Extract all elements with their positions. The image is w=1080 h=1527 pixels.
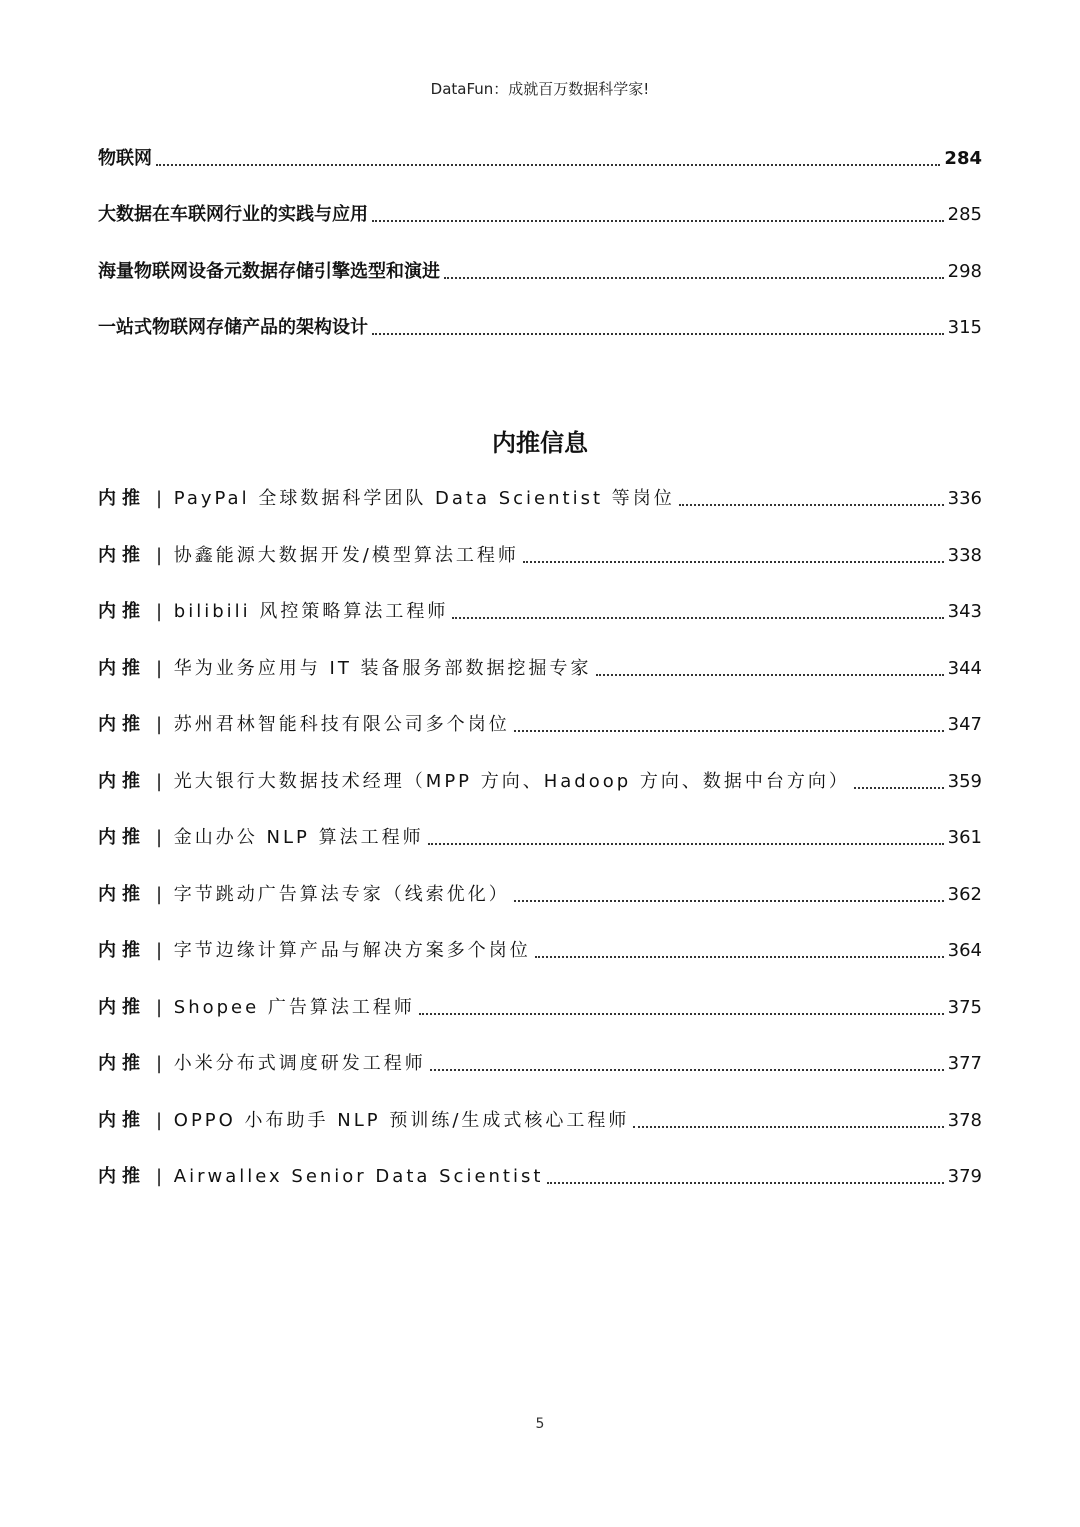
referral-title: | 协鑫能源大数据开发/模型算法工程师 — [156, 544, 519, 566]
page-number: 5 — [535, 1416, 545, 1432]
referral-prefix: 内推 — [98, 488, 146, 509]
referral-title: | OPPO 小布助手 NLP 预训练/生成式核心工程师 — [156, 1109, 630, 1131]
referral-prefix: 内推 — [98, 1053, 146, 1074]
referral-title: | 字节跳动广告算法专家（线索优化） — [156, 883, 510, 905]
referral-prefix: 内推 — [98, 770, 146, 792]
referral-prefix: 内推 — [98, 940, 146, 961]
toc-leader-dots — [679, 504, 944, 506]
referral-title: | 金山办公 NLP 算法工程师 — [156, 827, 424, 848]
referral-page: 364 — [947, 940, 982, 961]
toc-entry[interactable] — [98, 200, 982, 230]
toc-leader-dots — [430, 1069, 944, 1071]
toc-leader-dots — [523, 561, 944, 563]
referral-entry[interactable] — [98, 1162, 982, 1192]
referral-page: 344 — [947, 657, 982, 679]
referral-prefix: 内推 — [98, 1109, 146, 1131]
referral-prefix: 内推 — [98, 827, 146, 848]
referral-page: 338 — [947, 544, 982, 566]
toc-entry-page: 284 — [944, 148, 982, 169]
referral-title: | Airwallex Senior Data Scientist — [156, 1166, 544, 1187]
referral-entry[interactable] — [98, 767, 982, 797]
toc-entry-page: 298 — [947, 261, 982, 282]
referral-prefix: 内推 — [98, 996, 146, 1018]
referral-prefix: 内推 — [98, 714, 146, 735]
toc-leader-dots — [547, 1182, 943, 1184]
toc-leader-dots — [156, 164, 940, 166]
toc-entry-page: 315 — [947, 317, 982, 338]
referral-entry[interactable] — [98, 1106, 982, 1136]
referral-prefix: 内推 — [98, 544, 146, 566]
referral-prefix: 内推 — [98, 657, 146, 679]
referral-entry[interactable] — [98, 710, 982, 740]
referral-entry[interactable] — [98, 936, 982, 966]
referral-title: | 苏州君林智能科技有限公司多个岗位 — [156, 714, 510, 735]
section-title: 内推信息 — [492, 429, 588, 457]
referral-entry[interactable] — [98, 484, 982, 514]
referral-entry[interactable] — [98, 541, 982, 571]
referral-page: 359 — [947, 770, 982, 792]
referral-title: | bilibili 风控策略算法工程师 — [156, 601, 449, 622]
referral-prefix: 内推 — [98, 883, 146, 905]
referral-title: | Shopee 广告算法工程师 — [156, 996, 415, 1018]
toc-leader-dots — [535, 956, 944, 958]
referral-page: 378 — [947, 1109, 982, 1131]
toc-leader-dots — [633, 1126, 943, 1128]
toc-leader-dots — [372, 220, 944, 222]
toc-entry-title: 大数据在车联网行业的实践与应用 — [98, 204, 368, 225]
page-header: DataFun：成就百万数据科学家! — [430, 80, 650, 98]
toc-entry-title: 海量物联网设备元数据存储引擎选型和演进 — [98, 261, 440, 282]
referral-entry[interactable] — [98, 597, 982, 627]
toc-entry-title: 物联网 — [98, 148, 152, 169]
referral-title: | PayPal 全球数据科学团队 Data Scientist 等岗位 — [156, 488, 675, 509]
referral-page: 379 — [947, 1166, 982, 1187]
toc-entry-title: 一站式物联网存储产品的架构设计 — [98, 317, 368, 338]
toc-leader-dots — [452, 617, 943, 619]
toc-entry[interactable] — [98, 257, 982, 287]
referral-title: | 字节边缘计算产品与解决方案多个岗位 — [156, 940, 531, 961]
toc-leader-dots — [854, 787, 944, 789]
toc-leader-dots — [596, 674, 944, 676]
referral-entry[interactable] — [98, 993, 982, 1023]
referral-prefix: 内推 — [98, 1166, 146, 1187]
toc-leader-dots — [372, 333, 944, 335]
toc-leader-dots — [444, 277, 944, 279]
referral-title: | 光大银行大数据技术经理（MPP 方向、Hadoop 方向、数据中台方向） — [156, 770, 850, 792]
toc-entry-page: 285 — [947, 204, 982, 225]
referral-page: 343 — [947, 601, 982, 622]
referral-page: 375 — [947, 996, 982, 1018]
referral-page: 336 — [947, 488, 982, 509]
toc-leader-dots — [514, 900, 944, 902]
referral-entry[interactable] — [98, 654, 982, 684]
referral-title: | 小米分布式调度研发工程师 — [156, 1053, 426, 1074]
toc-leader-dots — [419, 1013, 944, 1015]
referral-page: 361 — [947, 827, 982, 848]
referral-title: | 华为业务应用与 IT 装备服务部数据挖掘专家 — [156, 657, 592, 679]
referral-entry[interactable] — [98, 823, 982, 853]
referral-page: 347 — [947, 714, 982, 735]
toc-leader-dots — [514, 730, 944, 732]
toc-entry[interactable] — [98, 313, 982, 343]
referral-prefix: 内推 — [98, 601, 146, 622]
referral-entry[interactable] — [98, 880, 982, 910]
referral-page: 362 — [947, 883, 982, 905]
referral-entry[interactable] — [98, 1049, 982, 1079]
referral-page: 377 — [947, 1053, 982, 1074]
toc-entry[interactable] — [98, 144, 982, 174]
toc-leader-dots — [428, 843, 944, 845]
